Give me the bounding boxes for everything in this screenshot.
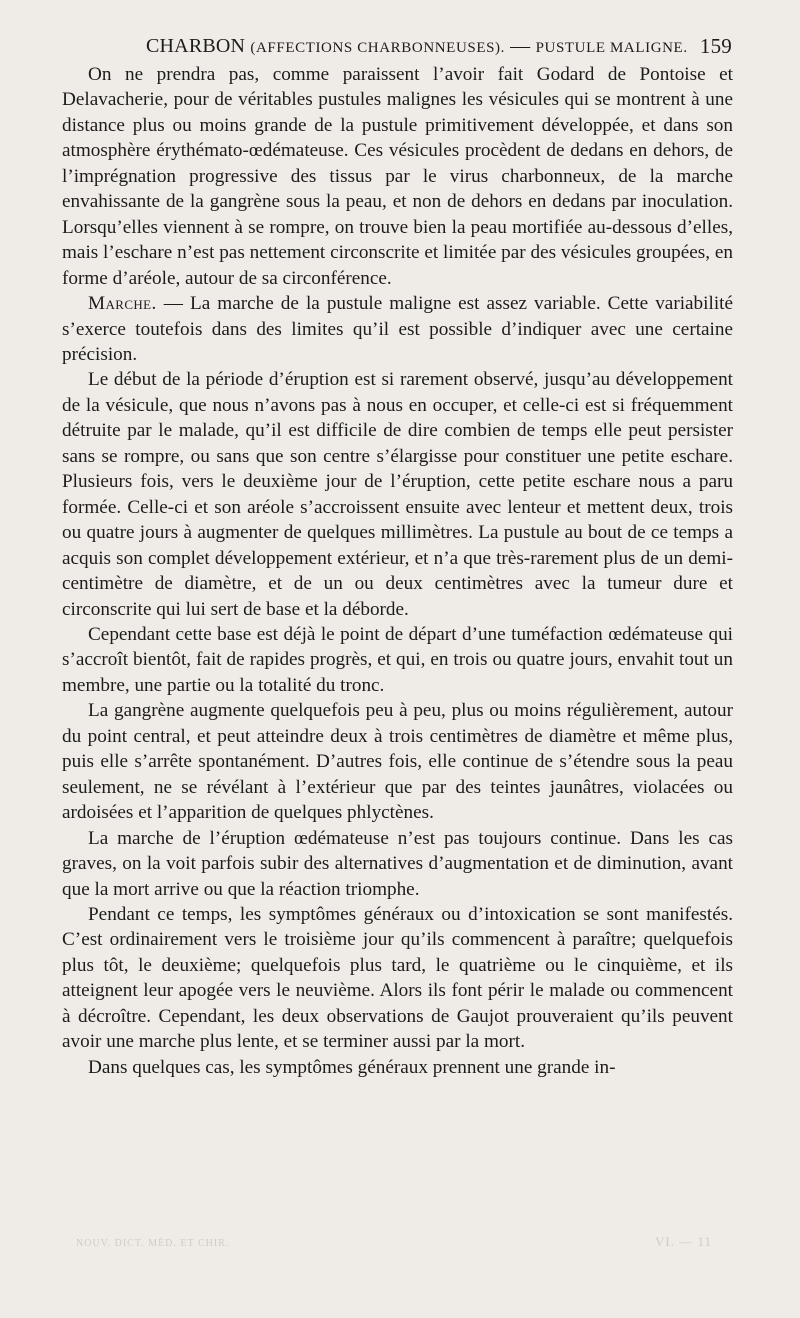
running-head-title bbox=[146, 33, 688, 61]
footer-sheet-mark: VI. — 11 bbox=[655, 1234, 712, 1249]
paragraph-debut-eruption bbox=[62, 367, 733, 622]
running-head-section: PUSTULE MALIGNE. bbox=[535, 40, 688, 56]
running-head-main: CHARBON bbox=[146, 35, 246, 57]
paragraph-text: Dans quelques cas, les symptômes généraux prennent une grande in- bbox=[88, 1056, 616, 1078]
paragraph-dans-quelques-cas bbox=[62, 1055, 733, 1080]
paragraph-text: La marche de l’éruption œdémateuse n’est pas toujours continue. Dans les cas graves, on la voit parfois subir des alternatives d’augmentation et de diminution, avant que la mort arrive ou que la réaction triomphe. bbox=[62, 827, 733, 900]
running-head-paren: (AFFECTIONS CHARBONNEUSES). bbox=[250, 40, 505, 56]
paragraph-symptomes-generaux bbox=[62, 902, 733, 1055]
running-head-dash: — bbox=[510, 35, 531, 57]
page-number: 159 bbox=[699, 34, 732, 58]
paragraph-text: Le début de la période d’éruption est si rarement observé, jusqu’au développement de la vésicule, que nous n’avons pas à nous en occuper, et celle-ci est si fréquemment détruite par le malade, qu’il est difficile de dire combien de temps elle peut persister sans se rompre, ou sans que son centre s’élargisse pour constituer une petite eschare. Plusieurs fois, vers le deuxième jour de l’éruption, cette petite eschare nous a paru formée. Celle-ci et son aréole s’accroissent ensuite avec lenteur et mettent deux, trois ou quatre jours à augmenter de quelques millimètres. La pustule au bout de ce temps a acquis son complet développement extérieur, et n’a que très-rarement plus de un demi-centimètre de diamètre, et de un ou deux centimètres avec la tumeur dure et circonscrite qui lui sert de base et la déborde. bbox=[62, 369, 733, 620]
paragraph-text: Pendant ce temps, les symptômes généraux ou d’intoxication se sont manifestés. C’est ordinairement vers le troisième jour qu’ils commencent à paraître; quelquefois plus tôt, le deuxième; quelquefois plus tard, le quatrième ou le cinquième, et ils atteignent leur apogée vers le neuvième. Alors ils font périr le malade ou commencent à décroître. Cependant, les deux observations de Gaujot prouveraient qu’ils peuvent avoir une marche plus lente, et se terminer aussi par la mort. bbox=[62, 903, 733, 1053]
body-text bbox=[62, 62, 733, 1080]
running-head bbox=[62, 33, 732, 59]
paragraph-text: — La marche de la pustule maligne est assez variable. Cette variabilité s’exerce toutefois dans des limites qu’il est possible d’indiquer avec une certaine précision. bbox=[62, 293, 733, 365]
paragraph-vesicules bbox=[62, 62, 733, 291]
paragraph-text: La gangrène augmente quelquefois peu à peu, plus ou moins régulièrement, autour du point central, et peut atteindre deux à trois centimètres de diamètre et même plus, puis elle s’arrête spontanément. D’autres fois, elle continue de s’étendre sous la peau seulement, ne se révélant à l’extérieur que par des teintes jaunâtres, violacées ou ardoisées et l’apparition de quelques phlyctènes. bbox=[62, 700, 733, 824]
paragraph-gangrene bbox=[62, 698, 733, 825]
footer bbox=[62, 1230, 732, 1270]
paragraph-text: On ne prendra pas, comme paraissent l’avoir fait Godard de Pontoise et Delavacherie, pour de véritables pustules malignes les vésicules qui se montrent à une distance plus ou moins grande de la pustule primitivement développée, et dans son atmosphère érythémato-œdémateuse. Ces vésicules procèdent de dedans en dehors, de l’imprégnation progressive des tissus par le virus charbonneux, de la marche envahissante de la gangrène sous la peau, et non de dehors en dedans par inoculation. Lorsqu’elles viennent à se rompre, on trouve bien la peau mortifiée au-dessous d’elles, mais l’eschare n’est pas nettement circonscrite et limitée par des vésicules groupées, en forme d’aréole, autour de sa circonférence. bbox=[62, 64, 733, 289]
section-heading-marche: Marche. bbox=[88, 293, 157, 315]
footer-signature: NOUV. DICT. MÉD. ET CHIR. bbox=[76, 1238, 230, 1249]
paragraph-tumefaction bbox=[62, 622, 733, 698]
paragraph-marche bbox=[62, 291, 733, 367]
paragraph-text: Cependant cette base est déjà le point de départ d’une tuméfaction œdémateuse qui s’accroît bientôt, fait de rapides progrès, et qui, en trois ou quatre jours, envahit tout un membre, une partie ou la totalité du tronc. bbox=[62, 623, 733, 696]
paragraph-eruption-oedemateuse bbox=[62, 826, 733, 902]
